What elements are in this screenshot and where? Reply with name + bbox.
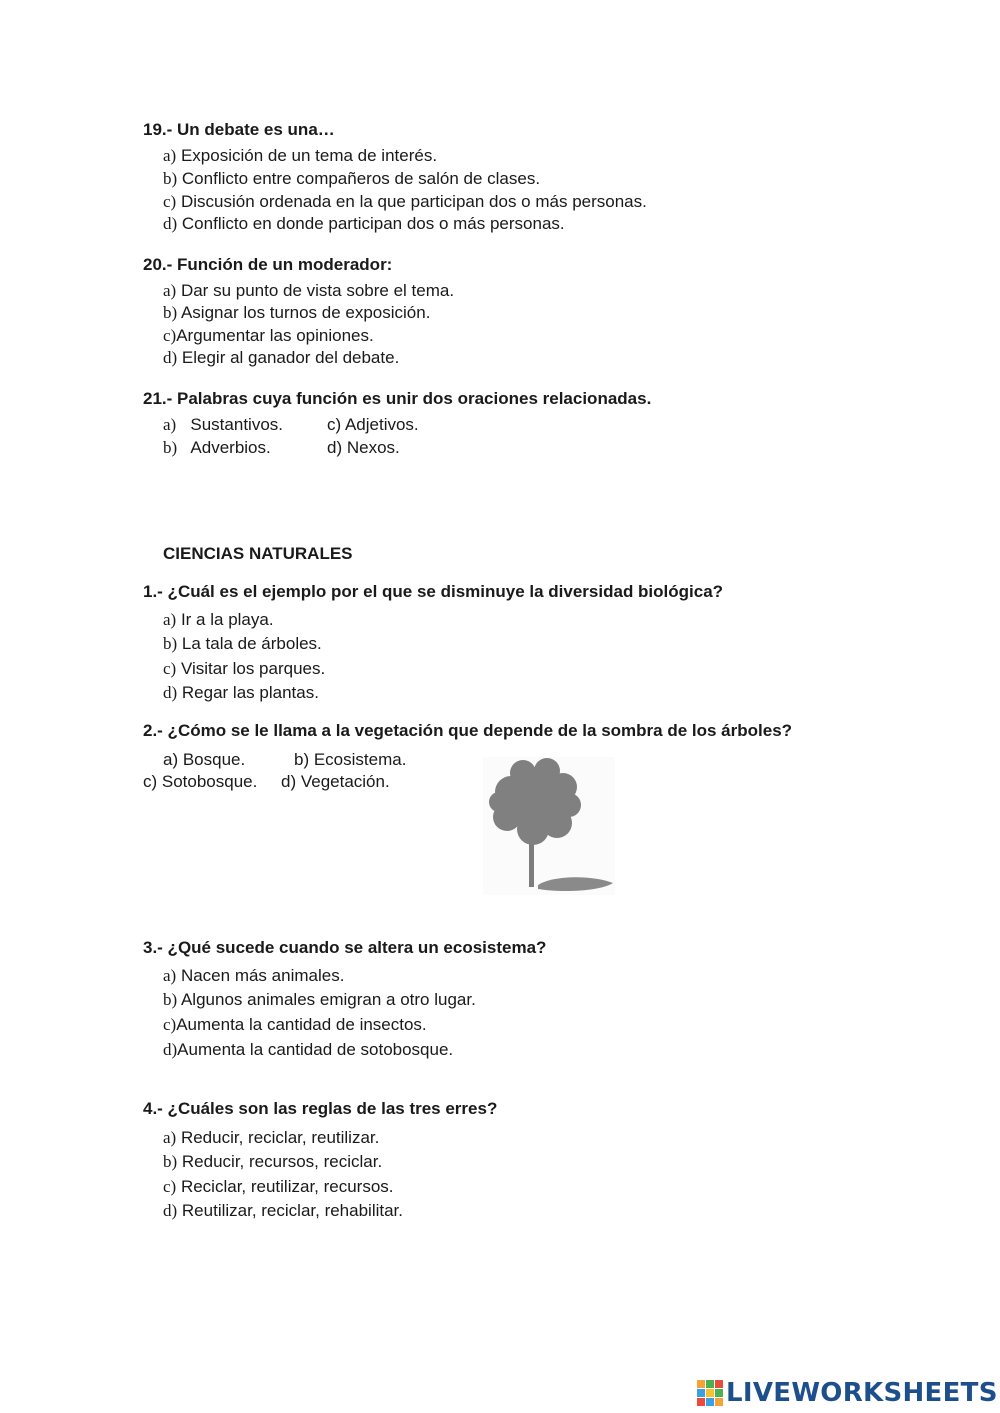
n3-option-b[interactable]: b) Algunos animales emigran a otro lugar. [163, 990, 476, 1009]
n2-option-a[interactable]: a) Bosque. [163, 750, 246, 769]
q21-option-c[interactable]: c) Adjetivos. [327, 415, 419, 434]
n1-option-a[interactable]: a) Ir a la playa. [163, 610, 274, 629]
n2-option-c[interactable]: c) Sotobosque. [143, 772, 258, 791]
question-n1-title: 1.- ¿Cuál es el ejemplo por el que se disminuye la diversidad biológica? [143, 582, 724, 601]
q20-option-d[interactable]: d) Elegir al ganador del debate. [163, 348, 400, 367]
q19-option-d[interactable]: d) Conflicto en donde participan dos o más personas. [163, 214, 565, 233]
n4-option-b[interactable]: b) Reducir, recursos, reciclar. [163, 1152, 383, 1171]
section-title: CIENCIAS NATURALES [163, 544, 353, 563]
tree-illustration [483, 757, 615, 895]
q21-option-d[interactable]: d) Nexos. [327, 438, 400, 457]
n1-option-c[interactable]: c) Visitar los parques. [163, 659, 326, 678]
question-19-title: 19.- Un debate es una… [143, 120, 335, 139]
liveworksheets-logo[interactable] [697, 1378, 998, 1408]
q19-option-c[interactable]: c) Discusión ordenada en la que participan dos o más personas. [163, 192, 647, 211]
n4-option-d[interactable]: d) Reutilizar, reciclar, rehabilitar. [163, 1201, 403, 1220]
q21-option-a[interactable]: a) Sustantivos. [163, 415, 283, 434]
n4-option-a[interactable]: a) Reducir, reciclar, reutilizar. [163, 1128, 380, 1147]
question-20-title: 20.- Función de un moderador: [143, 255, 393, 274]
q19-option-b[interactable]: b) Conflicto entre compañeros de salón de clases. [163, 169, 541, 188]
q20-option-a[interactable]: a) Dar su punto de vista sobre el tema. [163, 281, 455, 300]
question-21-title: 21.- Palabras cuya función es unir dos oraciones relacionadas. [143, 389, 652, 408]
q20-option-c[interactable]: c)Argumentar las opiniones. [163, 326, 374, 345]
n4-option-c[interactable]: c) Reciclar, reutilizar, recursos. [163, 1177, 394, 1196]
n1-option-d[interactable]: d) Regar las plantas. [163, 683, 319, 702]
question-n4-title: 4.- ¿Cuáles son las reglas de las tres erres? [143, 1099, 498, 1118]
question-n3-title: 3.- ¿Qué sucede cuando se altera un ecosistema? [143, 938, 547, 957]
logo-text: LIVEWORKSHEETS [726, 1378, 998, 1408]
n2-option-b[interactable]: b) Ecosistema. [294, 750, 407, 769]
question-n2-title: 2.- ¿Cómo se le llama a la vegetación que depende de la sombra de los árboles? [143, 721, 793, 740]
q20-option-b[interactable]: b) Asignar los turnos de exposición. [163, 303, 431, 322]
q21-option-b[interactable]: b) Adverbios. [163, 438, 271, 457]
n3-option-c[interactable]: c)Aumenta la cantidad de insectos. [163, 1015, 427, 1034]
logo-icon [697, 1380, 723, 1406]
n3-option-a[interactable]: a) Nacen más animales. [163, 966, 345, 985]
n1-option-b[interactable]: b) La tala de árboles. [163, 634, 322, 653]
q19-option-a[interactable]: a) Exposición de un tema de interés. [163, 146, 438, 165]
n2-option-d[interactable]: d) Vegetación. [281, 772, 390, 791]
n3-option-d[interactable]: d)Aumenta la cantidad de sotobosque. [163, 1040, 454, 1059]
